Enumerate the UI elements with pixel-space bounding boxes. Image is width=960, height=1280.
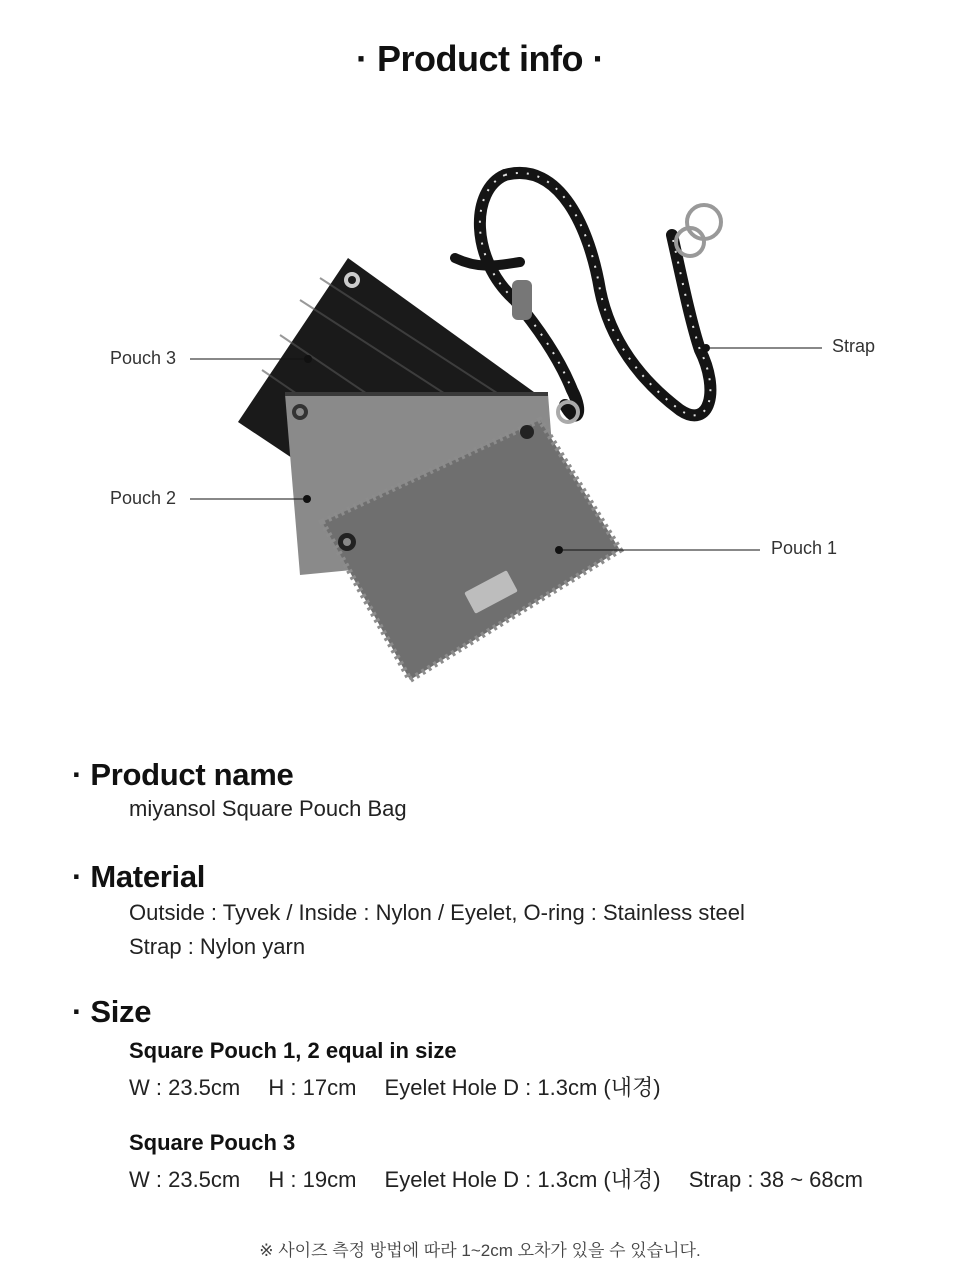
size-note: ※ 사이즈 측정 방법에 따라 1~2cm 오차가 있을 수 있습니다. xyxy=(259,1241,701,1260)
material-heading: · Material xyxy=(72,859,206,894)
size-group-2-strap: Strap : 38 ~ 68cm xyxy=(688,1167,863,1192)
size-group-1-width: W : 23.5cm xyxy=(129,1075,241,1100)
size-group-2-height: H : 19cm xyxy=(268,1167,357,1192)
size-group-2-title: Square Pouch 3 xyxy=(129,1130,296,1155)
product-name-heading: · Product name xyxy=(72,757,294,792)
product-illustration xyxy=(0,150,960,710)
size-group-1-specs xyxy=(129,1071,661,1102)
size-group-2-eyelet: Eyelet Hole D : 1.3cm (내경) xyxy=(384,1167,661,1192)
page-title: · Product info · xyxy=(356,38,604,79)
size-group-2-specs xyxy=(129,1163,863,1194)
size-group-2-width: W : 23.5cm xyxy=(129,1167,241,1192)
size-group-1-height: H : 17cm xyxy=(268,1075,357,1100)
callout-strap: Strap xyxy=(832,336,876,356)
callout-pouch-2: Pouch 2 xyxy=(110,488,177,508)
callout-pouch-1: Pouch 1 xyxy=(771,538,838,558)
size-group-1-title: Square Pouch 1, 2 equal in size xyxy=(129,1038,457,1063)
material-line-1: Outside : Tyvek / Inside : Nylon / Eyelet, O-ring : Stainless steel xyxy=(129,900,745,925)
material-line-2: Strap : Nylon yarn xyxy=(129,934,306,959)
callout-pouch-3: Pouch 3 xyxy=(110,348,177,368)
product-name-value: miyansol Square Pouch Bag xyxy=(129,796,407,821)
size-group-1-eyelet: Eyelet Hole D : 1.3cm (내경) xyxy=(384,1075,661,1100)
size-heading: · Size xyxy=(72,994,152,1029)
